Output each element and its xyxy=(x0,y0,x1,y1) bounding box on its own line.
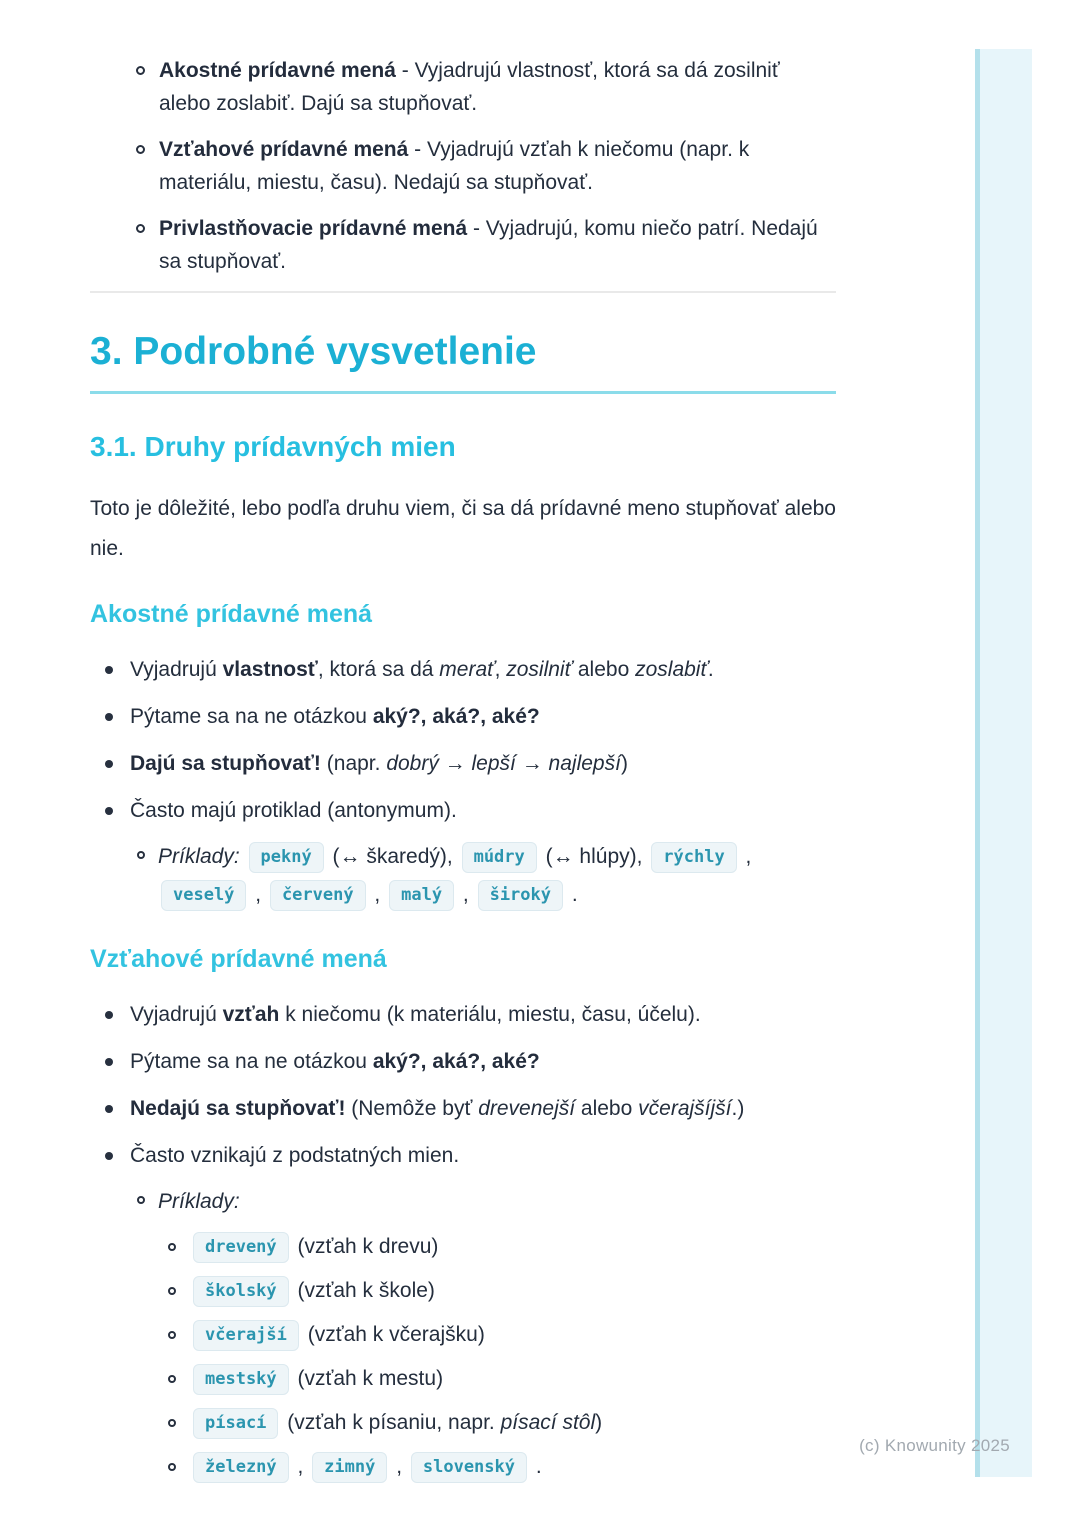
text-segment: (napr. xyxy=(320,752,387,775)
list-item-body xyxy=(158,1183,836,1495)
dot-bullet-icon xyxy=(105,666,113,674)
section-title: 3. Podrobné vysvetlenie xyxy=(90,329,836,394)
text-segment: Pýtame sa na ne otázkou xyxy=(130,705,373,728)
text-segment: → xyxy=(515,752,549,775)
circle-bullet-icon xyxy=(168,1331,176,1339)
text-segment: - Vyjadrujú, komu niečo patrí. Nedajú sa stupňovať. xyxy=(159,217,818,273)
list-item-body xyxy=(130,1139,836,1495)
text-segment: , xyxy=(368,883,387,906)
page-content xyxy=(90,54,836,1508)
text-segment: k niečomu (k materiálu, miestu, času, účelu). xyxy=(279,1003,701,1026)
text-segment: (vzťah k škole) xyxy=(291,1279,435,1302)
example-item-text xyxy=(190,1319,485,1351)
text-segment: , xyxy=(249,883,267,906)
vztahove-examples-list xyxy=(130,1183,836,1495)
circle-bullet-icon xyxy=(136,145,145,154)
dot-bullet-icon xyxy=(105,807,113,815)
text-segment: aký?, aká?, aké? xyxy=(372,705,540,728)
code-chip: široký xyxy=(478,880,563,911)
example-item-text xyxy=(190,1275,435,1307)
text-segment: , xyxy=(390,1455,408,1478)
code-chip: rýchly xyxy=(651,842,736,873)
list-item-body xyxy=(130,1045,836,1079)
list-item-text xyxy=(130,794,836,828)
code-chip: drevený xyxy=(193,1232,289,1263)
list-item xyxy=(90,1139,836,1495)
list-item-text xyxy=(159,54,836,120)
list-item-text xyxy=(130,747,836,781)
list-item xyxy=(90,653,836,687)
circle-bullet-icon xyxy=(136,66,145,75)
text-segment: Vyjadrujú xyxy=(130,1003,223,1026)
circle-bullet-icon xyxy=(168,1419,176,1427)
code-chip: železný xyxy=(193,1452,289,1483)
list-item-body xyxy=(130,1092,836,1126)
dot-bullet-icon xyxy=(105,1152,113,1160)
code-chip: múdry xyxy=(462,842,537,873)
list-item xyxy=(90,133,836,199)
code-chip: včerajší xyxy=(193,1320,299,1351)
subsection-title: 3.1. Druhy prídavných mien xyxy=(90,431,456,462)
text-segment: Dajú sa stupňovať! xyxy=(130,752,321,775)
text-segment: aký?, aká?, aké? xyxy=(372,1050,540,1073)
list-item-text xyxy=(130,1139,836,1173)
code-chip: písací xyxy=(193,1408,278,1439)
example-item-text xyxy=(190,1363,443,1395)
intro-bullet-list xyxy=(90,54,836,278)
circle-bullet-icon xyxy=(137,851,145,859)
page-edge-highlight-bar xyxy=(975,49,1032,1477)
circle-bullet-icon xyxy=(137,1196,145,1204)
text-segment: , xyxy=(494,658,507,681)
text-segment: - Vyjadrujú vlastnosť, ktorá sa dá zosilniť alebo zoslabiť. Dajú sa stupňovať. xyxy=(159,59,780,115)
text-segment: (vzťah k včerajšku) xyxy=(301,1323,485,1346)
dot-bullet-icon xyxy=(105,1058,113,1066)
text-segment: (↔ škaredý), xyxy=(326,845,459,868)
text-segment: Akostné prídavné mená xyxy=(159,59,396,82)
list-item xyxy=(158,1275,836,1307)
text-segment: - Vyjadrujú vzťah k niečomu (napr. k materiálu, miestu, času). Nedajú sa stupňovať. xyxy=(159,138,750,194)
text-segment: dobrý xyxy=(386,752,439,775)
akostne-heading: Akostné prídavné mená xyxy=(90,600,373,628)
text-segment: ) xyxy=(620,752,628,775)
example-item-text xyxy=(190,1451,542,1483)
text-segment: drevenejší xyxy=(478,1097,576,1120)
list-item-body xyxy=(158,838,836,914)
list-item-text xyxy=(130,1045,836,1079)
copyright-notice: (c) Knowunity 2025 xyxy=(859,1436,1010,1455)
text-segment: zoslabiť xyxy=(635,658,708,681)
code-chip: zimný xyxy=(312,1452,387,1483)
text-segment: alebo xyxy=(575,1097,639,1120)
text-segment: Privlastňovacie prídavné mená xyxy=(159,217,468,240)
text-segment: (vzťah k mestu) xyxy=(291,1367,444,1390)
list-item-text xyxy=(130,998,836,1032)
list-item xyxy=(158,1407,836,1439)
akostne-bullet-list xyxy=(90,653,836,914)
text-segment: (Nemôže byť xyxy=(345,1097,479,1120)
list-item-text xyxy=(130,700,836,734)
circle-bullet-icon xyxy=(168,1243,176,1251)
list-item-text xyxy=(130,653,836,687)
circle-bullet-icon xyxy=(168,1375,176,1383)
dot-bullet-icon xyxy=(105,1011,113,1019)
text-segment: vzťah xyxy=(222,1003,280,1026)
list-item xyxy=(90,54,836,120)
code-chip: červený xyxy=(270,880,366,911)
list-item-body xyxy=(130,700,836,734)
list-item xyxy=(90,212,836,278)
list-item xyxy=(90,1092,836,1126)
subsection-intro-paragraph: Toto je dôležité, lebo podľa druhu viem, či sa dá prídavné meno stupňovať alebo nie. xyxy=(90,497,836,560)
text-segment: (vzťah k drevu) xyxy=(291,1235,439,1258)
text-segment: Vyjadrujú xyxy=(130,658,223,681)
text-segment: Vzťahové prídavné mená xyxy=(159,138,409,161)
vztahove-heading: Vzťahové prídavné mená xyxy=(90,945,387,973)
code-chip: mestský xyxy=(193,1364,289,1395)
dot-bullet-icon xyxy=(105,1105,113,1113)
list-item xyxy=(130,1183,836,1495)
text-segment: zosilniť xyxy=(506,658,573,681)
list-item-text xyxy=(159,133,836,199)
vztahove-bullet-list xyxy=(90,998,836,1495)
text-segment: (vzťah k písaniu, napr. xyxy=(281,1411,501,1434)
example-item-text xyxy=(190,1407,602,1439)
text-segment: ) xyxy=(595,1411,603,1434)
text-segment: Často majú protiklad (antonymum). xyxy=(130,799,457,822)
text-segment: , xyxy=(291,1455,310,1478)
list-item xyxy=(158,1363,836,1395)
text-segment: vlastnosť xyxy=(222,658,318,681)
list-item xyxy=(158,1319,836,1351)
text-segment: merať xyxy=(439,658,495,681)
code-chip: slovenský xyxy=(411,1452,527,1483)
circle-bullet-icon xyxy=(168,1463,176,1471)
list-item xyxy=(158,1451,836,1483)
text-segment: Príklady: xyxy=(158,1190,240,1213)
example-item-text xyxy=(190,1231,438,1263)
list-item-text xyxy=(130,1092,836,1126)
list-item xyxy=(90,998,836,1032)
text-segment: . xyxy=(707,658,714,681)
code-chip: školský xyxy=(193,1276,289,1307)
examples-label xyxy=(158,1183,836,1221)
text-segment: → xyxy=(438,752,472,775)
text-segment: . xyxy=(530,1455,542,1478)
text-segment: alebo xyxy=(572,658,636,681)
list-item xyxy=(90,747,836,781)
text-segment: včerajšíjší xyxy=(638,1097,732,1120)
vztahove-example-items xyxy=(158,1231,836,1483)
text-segment: písací stôl xyxy=(500,1411,596,1434)
code-chip: malý xyxy=(389,880,454,911)
list-item xyxy=(90,700,836,734)
list-item-body xyxy=(130,794,836,914)
text-segment: Nedajú sa stupňovať! xyxy=(130,1097,346,1120)
list-item xyxy=(158,1231,836,1263)
list-item-text xyxy=(159,212,836,278)
code-chip: veselý xyxy=(161,880,246,911)
dot-bullet-icon xyxy=(105,760,113,768)
circle-bullet-icon xyxy=(136,224,145,233)
text-segment: .) xyxy=(731,1097,745,1120)
code-chip: pekný xyxy=(249,842,324,873)
text-segment: Často vznikajú z podstatných mien. xyxy=(130,1144,460,1167)
dot-bullet-icon xyxy=(105,713,113,721)
list-item xyxy=(90,794,836,914)
text-segment: najlepší xyxy=(548,752,621,775)
list-item-body xyxy=(130,747,836,781)
text-segment: (↔ hlúpy), xyxy=(539,845,649,868)
section-divider xyxy=(90,291,836,293)
text-segment: Príklady: xyxy=(158,845,246,868)
list-item xyxy=(90,1045,836,1079)
circle-bullet-icon xyxy=(168,1287,176,1295)
text-segment: , xyxy=(739,845,752,868)
list-item xyxy=(130,838,836,914)
text-segment: , xyxy=(457,883,475,906)
akostne-examples-list xyxy=(130,838,836,914)
text-segment: . xyxy=(566,883,578,906)
list-item-body xyxy=(130,653,836,687)
text-segment: Pýtame sa na ne otázkou xyxy=(130,1050,373,1073)
list-item-body xyxy=(130,998,836,1032)
examples-line xyxy=(158,838,836,914)
text-segment: , ktorá sa dá xyxy=(317,658,440,681)
text-segment: lepší xyxy=(471,752,516,775)
